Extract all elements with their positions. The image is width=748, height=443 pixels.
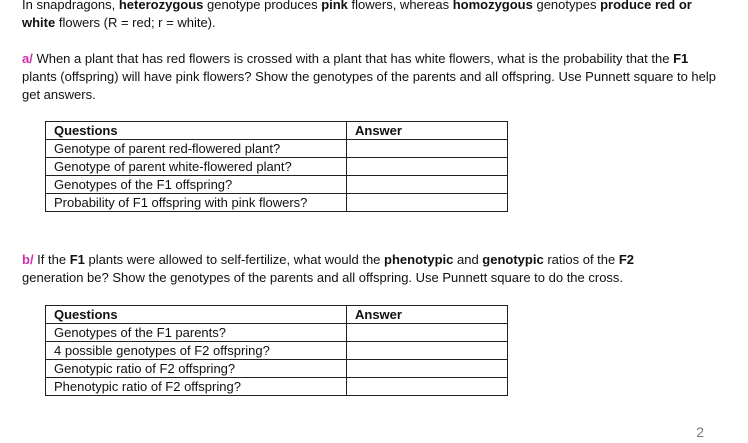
question-cell: Genotypes of the F1 parents? [46, 324, 347, 342]
table-row [46, 378, 508, 396]
question-cell: Genotypes of the F1 offspring? [46, 176, 347, 194]
question-cell: Phenotypic ratio of F2 offspring? [46, 378, 347, 396]
answer-header: Answer [347, 122, 508, 140]
intro-text: genotype produces [203, 0, 322, 12]
question-b-label: b/ [22, 252, 34, 267]
answer-cell[interactable] [347, 378, 508, 396]
answer-cell[interactable] [347, 360, 508, 378]
f2-term: F2 [618, 252, 635, 267]
f1-term: F1 [673, 51, 689, 66]
table-row [46, 140, 508, 158]
question-a-text: When a plant that has red flowers is crossed with a plant that has white flowers, what is the probability that the [32, 51, 674, 66]
questions-header: Questions [46, 122, 347, 140]
table-row [46, 324, 508, 342]
question-a-text: plants (offspring) will have pink flowers? Show the genotypes of the parents and all offspring. Use Punnett square to help get answers. [22, 69, 716, 102]
question-cell: Genotype of parent white-flowered plant? [46, 158, 347, 176]
answer-cell[interactable] [347, 342, 508, 360]
table-row [46, 176, 508, 194]
white-term: white [22, 15, 56, 30]
produce-red-term: produce red or [600, 0, 692, 12]
table-row [46, 342, 508, 360]
intro-paragraph [22, 0, 722, 32]
page-number: 2 [696, 424, 704, 440]
question-a-paragraph [22, 50, 722, 104]
answer-cell[interactable] [347, 324, 508, 342]
answer-cell[interactable] [347, 194, 508, 212]
homozygous-term: homozygous [452, 0, 533, 12]
answer-table-a [45, 121, 508, 212]
intro-text: flowers (R = red; r = white). [55, 15, 216, 30]
questions-header: Questions [46, 306, 347, 324]
table-row [46, 194, 508, 212]
intro-text: genotypes [532, 0, 601, 12]
question-b-paragraph [22, 251, 722, 287]
intro-text: In snapdragons, [22, 0, 119, 12]
table-header-row [46, 306, 508, 324]
answer-cell[interactable] [347, 140, 508, 158]
heterozygous-term: heterozygous [118, 0, 204, 12]
pink-term: pink [321, 0, 348, 12]
question-cell: 4 possible genotypes of F2 offspring? [46, 342, 347, 360]
answer-header: Answer [347, 306, 508, 324]
intro-text: flowers, whereas [347, 0, 453, 12]
question-b-text: plants were allowed to self-fertilize, what would the [84, 252, 385, 267]
genotypic-term: genotypic [482, 252, 544, 267]
answer-cell[interactable] [347, 176, 508, 194]
table-header-row [46, 122, 508, 140]
question-cell: Probability of F1 offspring with pink flowers? [46, 194, 347, 212]
question-cell: Genotypic ratio of F2 offspring? [46, 360, 347, 378]
question-a-label: a/ [22, 51, 33, 66]
table-row [46, 360, 508, 378]
question-cell: Genotype of parent red-flowered plant? [46, 140, 347, 158]
f1-term: F1 [69, 252, 85, 267]
table-row [46, 158, 508, 176]
question-b-text: ratios of the [543, 252, 619, 267]
question-b-text: If the [33, 252, 70, 267]
phenotypic-term: phenotypic [384, 252, 454, 267]
answer-cell[interactable] [347, 158, 508, 176]
question-b-text: and [453, 252, 483, 267]
question-b-text: generation be? Show the genotypes of the parents and all offspring. Use Punnett square to do the cross. [22, 270, 624, 285]
answer-table-b [45, 305, 508, 396]
